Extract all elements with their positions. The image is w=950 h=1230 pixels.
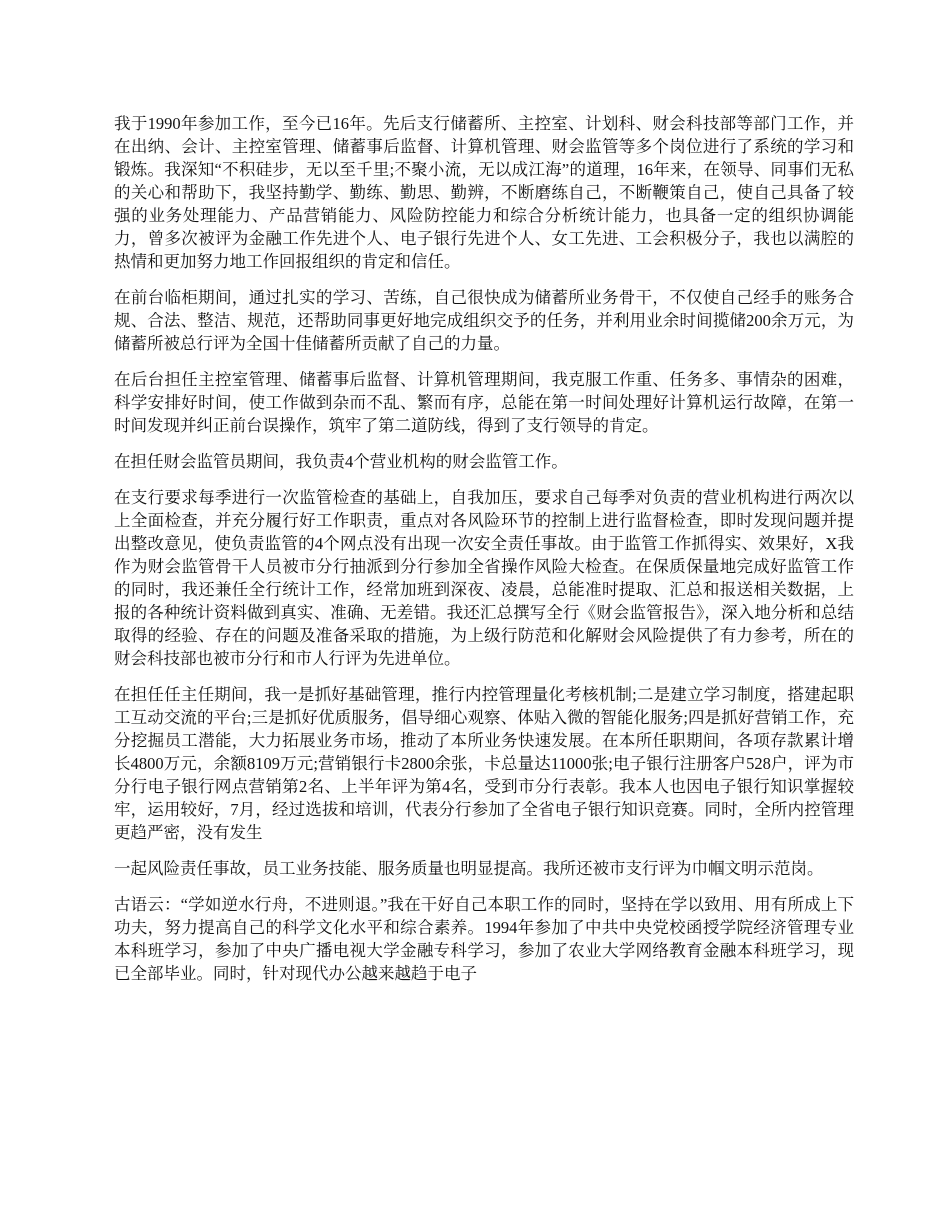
paragraph-director-period: 在担任任主任期间，我一是抓好基础管理，推行内控管理量化考核机制;二是建立学习制度，搭建起职工互动交流的平台;三是抓好优质服务，倡导细心观察、体贴入微的智能化服务;四是抓好营销工作，充分挖掘员工潜能，大力拓展业务市场，推动了本所业务快速发展。在本所任职期间，各项存款累计增长4800万元，余额8109万元;营销银行卡2800余张，卡总量达11000张;电子银行注册客户528户，评为市分行电子银行网点营销第2名、上半年评为第4名，受到市分行表彰。我本人也因电子银行知识掌握较牢，运用较好，7月，经过选拔和培训，代表分行参加了全省电子银行知识竞赛。同时，全所内控管理更趋严密，没有发生: [114, 685, 854, 842]
paragraph-supervisor-intro: 在担任财会监管员期间，我负责4个营业机构的财会监管工作。: [114, 452, 568, 471]
document-body: [114, 112, 854, 998]
paragraph-back-office: 在后台担任主控室管理、储蓄事后监督、计算机管理期间，我克服工作重、任务多、事情杂的困难，科学安排好时间，使工作做到杂而不乱、繁而有序，总能在第一时间处理好计算机运行故障，在第一时间发现并纠正前台误操作，筑牢了第二道防线，得到了支行领导的肯定。: [114, 370, 854, 435]
paragraph-no-incidents: 一起风险责任事故，员工业务技能、服务质量也明显提高。我所还被市支行评为巾帼文明示范岗。: [114, 859, 824, 878]
paragraph-front-desk: 在前台临柜期间，通过扎实的学习、苦练，自己很快成为储蓄所业务骨干，不仅使自己经手的账务合规、合法、整洁、规范，还帮助同事更好地完成组织交予的任务，并利用业余时间揽储200余万元，为储蓄所被总行评为全国十佳储蓄所贡献了自己的力量。: [114, 288, 854, 353]
paragraph-career-overview: 我于1990年参加工作，至今已16年。先后支行储蓄所、主控室、计划科、财会科技部等部门工作，并在出纳、会计、主控室管理、储蓄事后监督、计算机管理、财会监管等多个岗位进行了系统的学习和锻炼。我深知“不积硅步，无以至千里;不聚小流，无以成江海”的道理，16年来，在领导、同事们无私的关心和帮助下，我坚持勤学、勤练、勤思、勤辨，不断磨练自己，不断鞭策自己，使自己具备了较强的业务处理能力、产品营销能力、风险防控能力和综合分析统计能力，也具备一定的组织协调能力，曾多次被评为金融工作先进个人、电子银行先进个人、女工先进、工会积极分子，我也以满腔的热情和更加努力地工作回报组织的肯定和信任。: [114, 114, 854, 271]
paragraph-study: 古语云：“学如逆水行舟，不进则退。”我在干好自己本职工作的同时，坚持在学以致用、用有所成上下功夫，努力提高自己的科学文化水平和综合素养。1994年参加了中共中央党校函授学院经济管理专业本科班学习，参加了中央广播电视大学金融专科学习，参加了农业大学网络教育金融本科班学习，现已全部毕业。同时，针对现代办公越来越趋于电子: [114, 895, 854, 983]
paragraph-supervision-work: 在支行要求每季进行一次监管检查的基础上，自我加压，要求自己每季对负责的营业机构进行两次以上全面检查，并充分履行好工作职责，重点对各风险环节的控制上进行监督检查，即时发现问题并提出整改意见，使负责监管的4个网点没有出现一次安全责任事故。由于监管工作抓得实、效果好，X我作为财会监管骨干人员被市分行抽派到分行参加全省操作风险大检查。在保质保量地完成好监管工作的同时，我还兼任全行统计工作，经常加班到深夜、凌晨，总能准时提取、汇总和报送相关数据，上报的各种统计资料做到真实、准确、无差错。我还汇总撰写全行《财会监管报告》，深入地分析和总结取得的经验、存在的问题及准备采取的措施，为上级行防范和化解财会风险提供了有力参考，所在的财会科技部也被市分行和市人行评为先进单位。: [114, 488, 854, 668]
